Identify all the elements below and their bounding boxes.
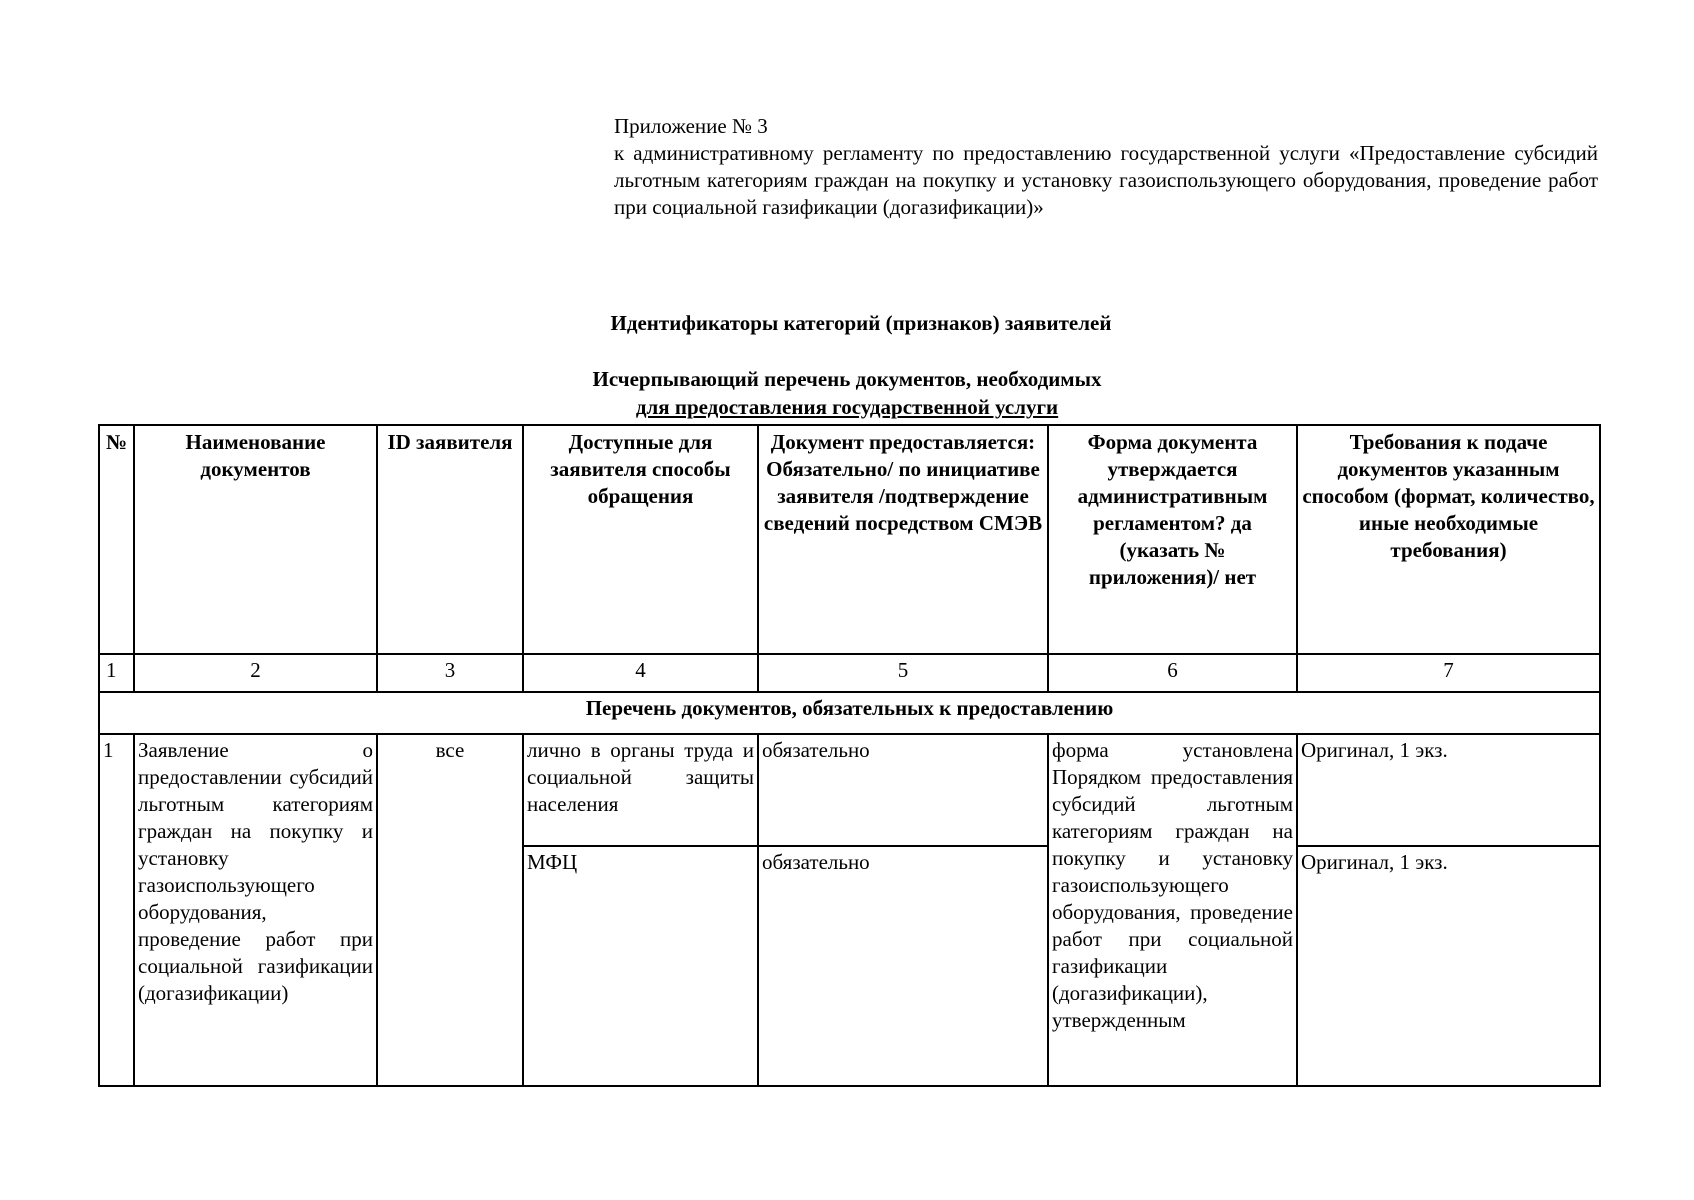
- method-cell: МФЦ: [523, 846, 758, 1086]
- header-document-name: Наименование документов: [134, 425, 377, 654]
- appendix-title: Приложение № 3: [614, 114, 768, 138]
- header-provision: Документ предоставляется: Обязательно/ по инициативе заявителя /подтверждение сведений посредством СМЭВ: [758, 425, 1048, 654]
- list-heading-line2: для предоставления государственной услуги: [635, 395, 1059, 419]
- column-numbers-row: [99, 654, 1600, 692]
- column-number: 4: [523, 654, 758, 692]
- row-number: 1: [99, 734, 134, 1086]
- header-number: №: [99, 425, 134, 654]
- identifiers-heading: Идентификаторы категорий (признаков) заявителей: [610, 311, 1112, 335]
- appendix-text: к административному регламенту по предоставлению государственной услуги «Предоставление субсидий льготным категориям граждан на покупку и установку газоиспользующего оборудования, проведение работ при социальной газификации (догазификации)»: [614, 141, 1598, 219]
- table-header-row: [99, 425, 1600, 654]
- requirements-cell: Оригинал, 1 экз.: [1297, 734, 1600, 846]
- applicant-id-cell: все: [377, 734, 523, 1086]
- method-cell: лично в органы труда и социальной защиты населения: [523, 734, 758, 846]
- column-number: 5: [758, 654, 1048, 692]
- header-methods: Доступные для заявителя способы обращения: [523, 425, 758, 654]
- requirements-cell: Оригинал, 1 экз.: [1297, 846, 1600, 1086]
- documents-table: [98, 424, 1601, 1087]
- list-heading-line1: Исчерпывающий перечень документов, необходимых: [592, 367, 1102, 391]
- provision-cell: обязательно: [758, 734, 1048, 846]
- form-cell: форма установлена Порядком предоставления субсидий льготным категориям граждан на покупку и установку газоиспользующего оборудования, проведение работ при социальной газификации (догазификации), утвержденным: [1048, 734, 1297, 1086]
- document-name-cell: Заявление о предоставлении субсидий льготным категориям граждан на покупку и установку газоиспользующего оборудования, проведение работ при социальной газификации (догазификации): [134, 734, 377, 1086]
- table-row: [99, 734, 1600, 846]
- provision-cell: обязательно: [758, 846, 1048, 1086]
- column-number: 1: [99, 654, 134, 692]
- header-applicant-id: ID заявителя: [377, 425, 523, 654]
- column-number: 7: [1297, 654, 1600, 692]
- appendix-header: [614, 113, 1598, 221]
- column-number: 6: [1048, 654, 1297, 692]
- section-row: [99, 692, 1600, 734]
- header-requirements: Требования к подаче документов указанным способом (формат, количество, иные необходимые требования): [1297, 425, 1600, 654]
- header-form: Форма документа утверждается административным регламентом? да (указать № приложения)/ нет: [1048, 425, 1297, 654]
- column-number: 3: [377, 654, 523, 692]
- column-number: 2: [134, 654, 377, 692]
- section-title: Перечень документов, обязательных к предоставлению: [99, 692, 1600, 734]
